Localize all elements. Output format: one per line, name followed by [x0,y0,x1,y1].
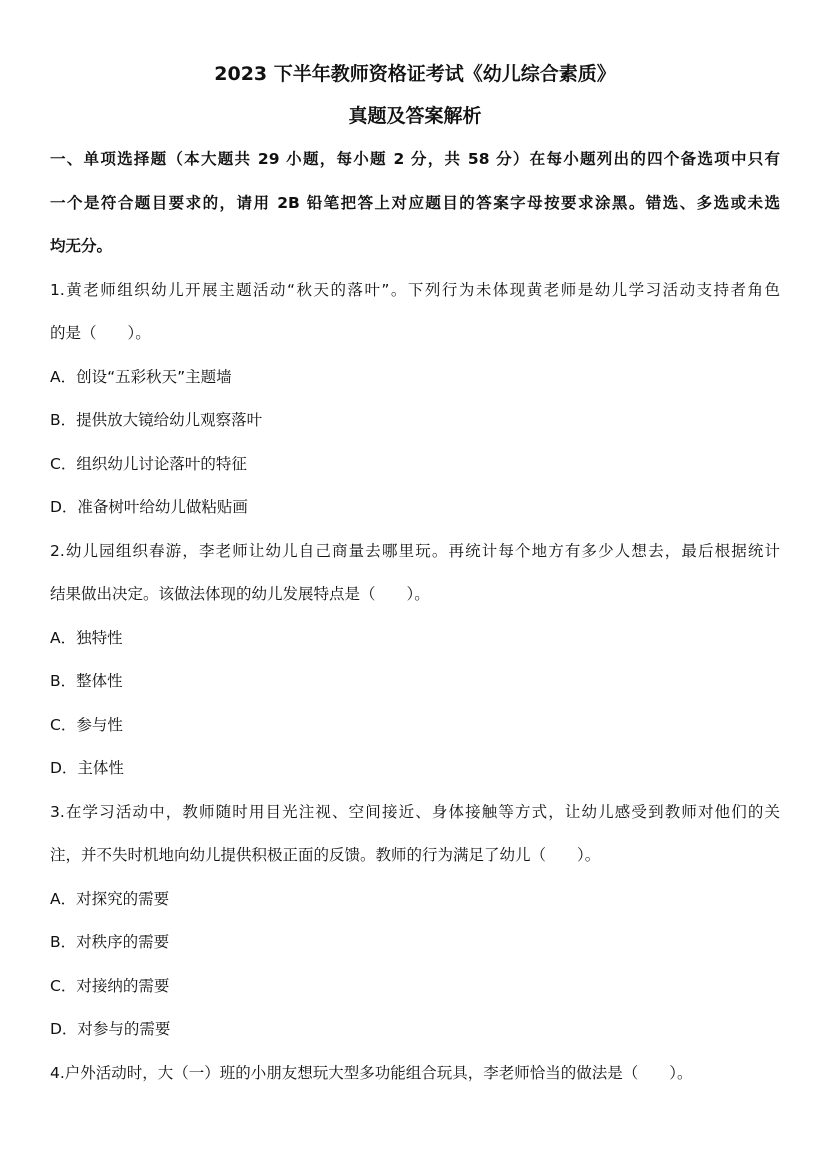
document-title: 2023 下半年教师资格证考试《幼儿综合素质》 [214,63,616,85]
question-option: C．参与性 [50,715,123,734]
question-stem-line: 的是（ ）。 [50,324,151,342]
question-stem-line: 4.户外活动时，大（一）班的小朋友想玩大型多功能组合玩具，李老师恰当的做法是（ ）。 [50,1063,693,1082]
question-stem-line: 2.幼儿园组织春游，李老师让幼儿自己商量去哪里玩。再统计每个地方有多少人想去，最后根据统计 [50,541,780,560]
question-stem-line: 3.在学习活动中，教师随时用目光注视、空间接近、身体接触等方式，让幼儿感受到教师对他们的关 [50,802,780,821]
question-option: A．独特性 [50,628,123,647]
question-stem-line: 注，并不失时机地向幼儿提供积极正面的反馈。教师的行为满足了幼儿（ ）。 [50,846,601,864]
document-body [50,138,780,1095]
question-option: D．主体性 [50,759,124,777]
question-stem-line: 结果做出决定。该做法体现的幼儿发展特点是（ ）。 [50,585,430,603]
section-header-line: 一、单项选择题（本大题共 29 小题，每小题 2 分，共 58 分）在每小题列出的四个备选项中只有 [50,150,780,168]
question-option: B．整体性 [50,672,123,690]
question-stem-line: 1.黄老师组织幼儿开展主题活动“秋天的落叶”。下列行为未体现黄老师是幼儿学习活动支持者角色 [50,280,780,299]
question-option: B．对秩序的需要 [50,933,170,951]
question-option: D．准备树叶给幼儿做粘贴画 [50,498,248,516]
question-option: D．对参与的需要 [50,1020,171,1038]
section-header-line: 均无分。 [50,237,113,255]
document-subtitle: 真题及答案解析 [348,105,482,127]
question-option: C．组织幼儿讨论落叶的特征 [50,454,247,473]
question-option: C．对接纳的需要 [50,976,170,995]
section-header-line: 一个是符合题目要求的，请用 2B 铅笔把答上对应题目的答案字母按要求涂黑。错选、多选或未选 [50,193,780,212]
question-option: A．创设“五彩秋天”主题墙 [50,367,232,386]
question-option: A．对探究的需要 [50,889,170,908]
question-option: B．提供放大镜给幼儿观察落叶 [50,411,263,429]
